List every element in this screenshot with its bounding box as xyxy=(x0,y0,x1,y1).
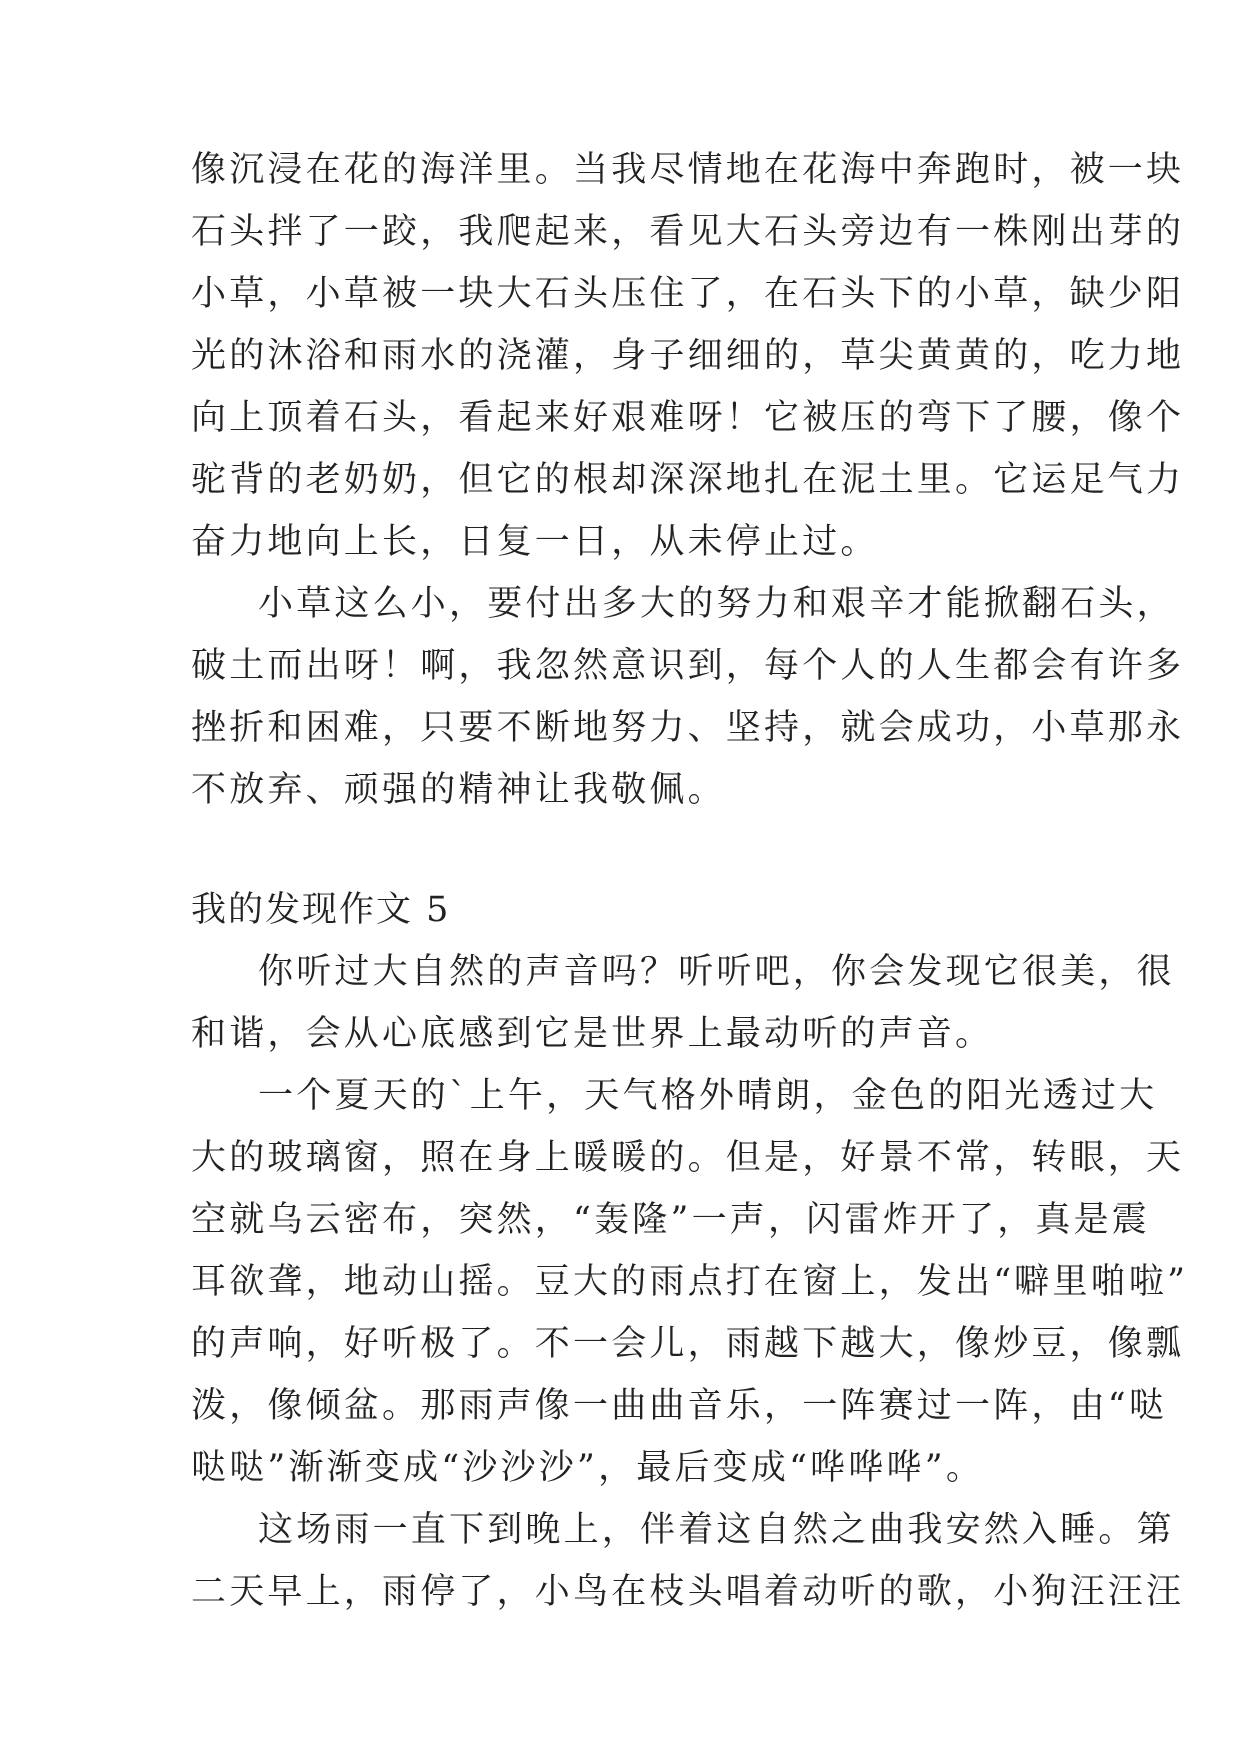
paragraph-line: 挫折和困难，只要不断地努力、坚持，就会成功，小草那永 xyxy=(191,708,1185,748)
paragraph-line: 的声响，好听极了。不一会儿，雨越下越大，像炒豆，像瓢 xyxy=(191,1324,1185,1364)
paragraph-line: 不放弃、顽强的精神让我敬佩。 xyxy=(191,770,726,810)
paragraph-line: 石头拌了一跤，我爬起来，看见大石头旁边有一株刚出芽的 xyxy=(191,212,1185,252)
paragraph-line: 小草这么小，要付出多大的努力和艰辛才能掀翻石头， xyxy=(258,584,1175,624)
paragraph-line: 耳欲聋，地动山摇。豆大的雨点打在窗上，发出“噼里啪啦” xyxy=(191,1262,1189,1302)
paragraph-line: 二天早上，雨停了，小鸟在枝头唱着动听的歌，小狗汪汪汪 xyxy=(191,1572,1185,1612)
paragraph-line: 驼背的老奶奶，但它的根却深深地扎在泥土里。它运足气力 xyxy=(191,460,1185,500)
paragraph-line: 光的沐浴和雨水的浇灌，身子细细的，草尖黄黄的，吃力地 xyxy=(191,336,1185,376)
paragraph-line: 破土而出呀！啊，我忽然意识到，每个人的人生都会有许多 xyxy=(191,646,1185,686)
paragraph-line: 大的玻璃窗，照在身上暖暖的。但是，好景不常，转眼，天 xyxy=(191,1138,1185,1178)
section-heading: 我的发现作文 5 xyxy=(191,890,451,930)
paragraph-line: 像沉浸在花的海洋里。当我尽情地在花海中奔跑时，被一块 xyxy=(191,150,1185,190)
paragraph-line: 和谐，会从心底感到它是世界上最动听的声音。 xyxy=(191,1014,994,1054)
paragraph-line: 泼，像倾盆。那雨声像一曲曲音乐，一阵赛过一阵，由“哒 xyxy=(191,1386,1168,1426)
paragraph-line: 哒哒”渐渐变成“沙沙沙”，最后变成“哗哗哗”。 xyxy=(191,1448,985,1488)
paragraph-line: 向上顶着石头，看起来好艰难呀！它被压的弯下了腰，像个 xyxy=(191,398,1185,438)
paragraph-line: 小草，小草被一块大石头压住了，在石头下的小草，缺少阳 xyxy=(191,274,1185,314)
paragraph-line: 奋力地向上长，日复一日，从未停止过。 xyxy=(191,522,879,562)
paragraph-line: 一个夏天的`上午，天气格外晴朗，金色的阳光透过大 xyxy=(258,1076,1158,1116)
paragraph-line: 空就乌云密布，突然，“轰隆”一声，闪雷炸开了，真是震 xyxy=(191,1200,1150,1240)
paragraph-line: 你听过大自然的声音吗？听听吧，你会发现它很美，很 xyxy=(258,952,1175,992)
paragraph-line: 这场雨一直下到晚上，伴着这自然之曲我安然入睡。第 xyxy=(258,1510,1175,1550)
